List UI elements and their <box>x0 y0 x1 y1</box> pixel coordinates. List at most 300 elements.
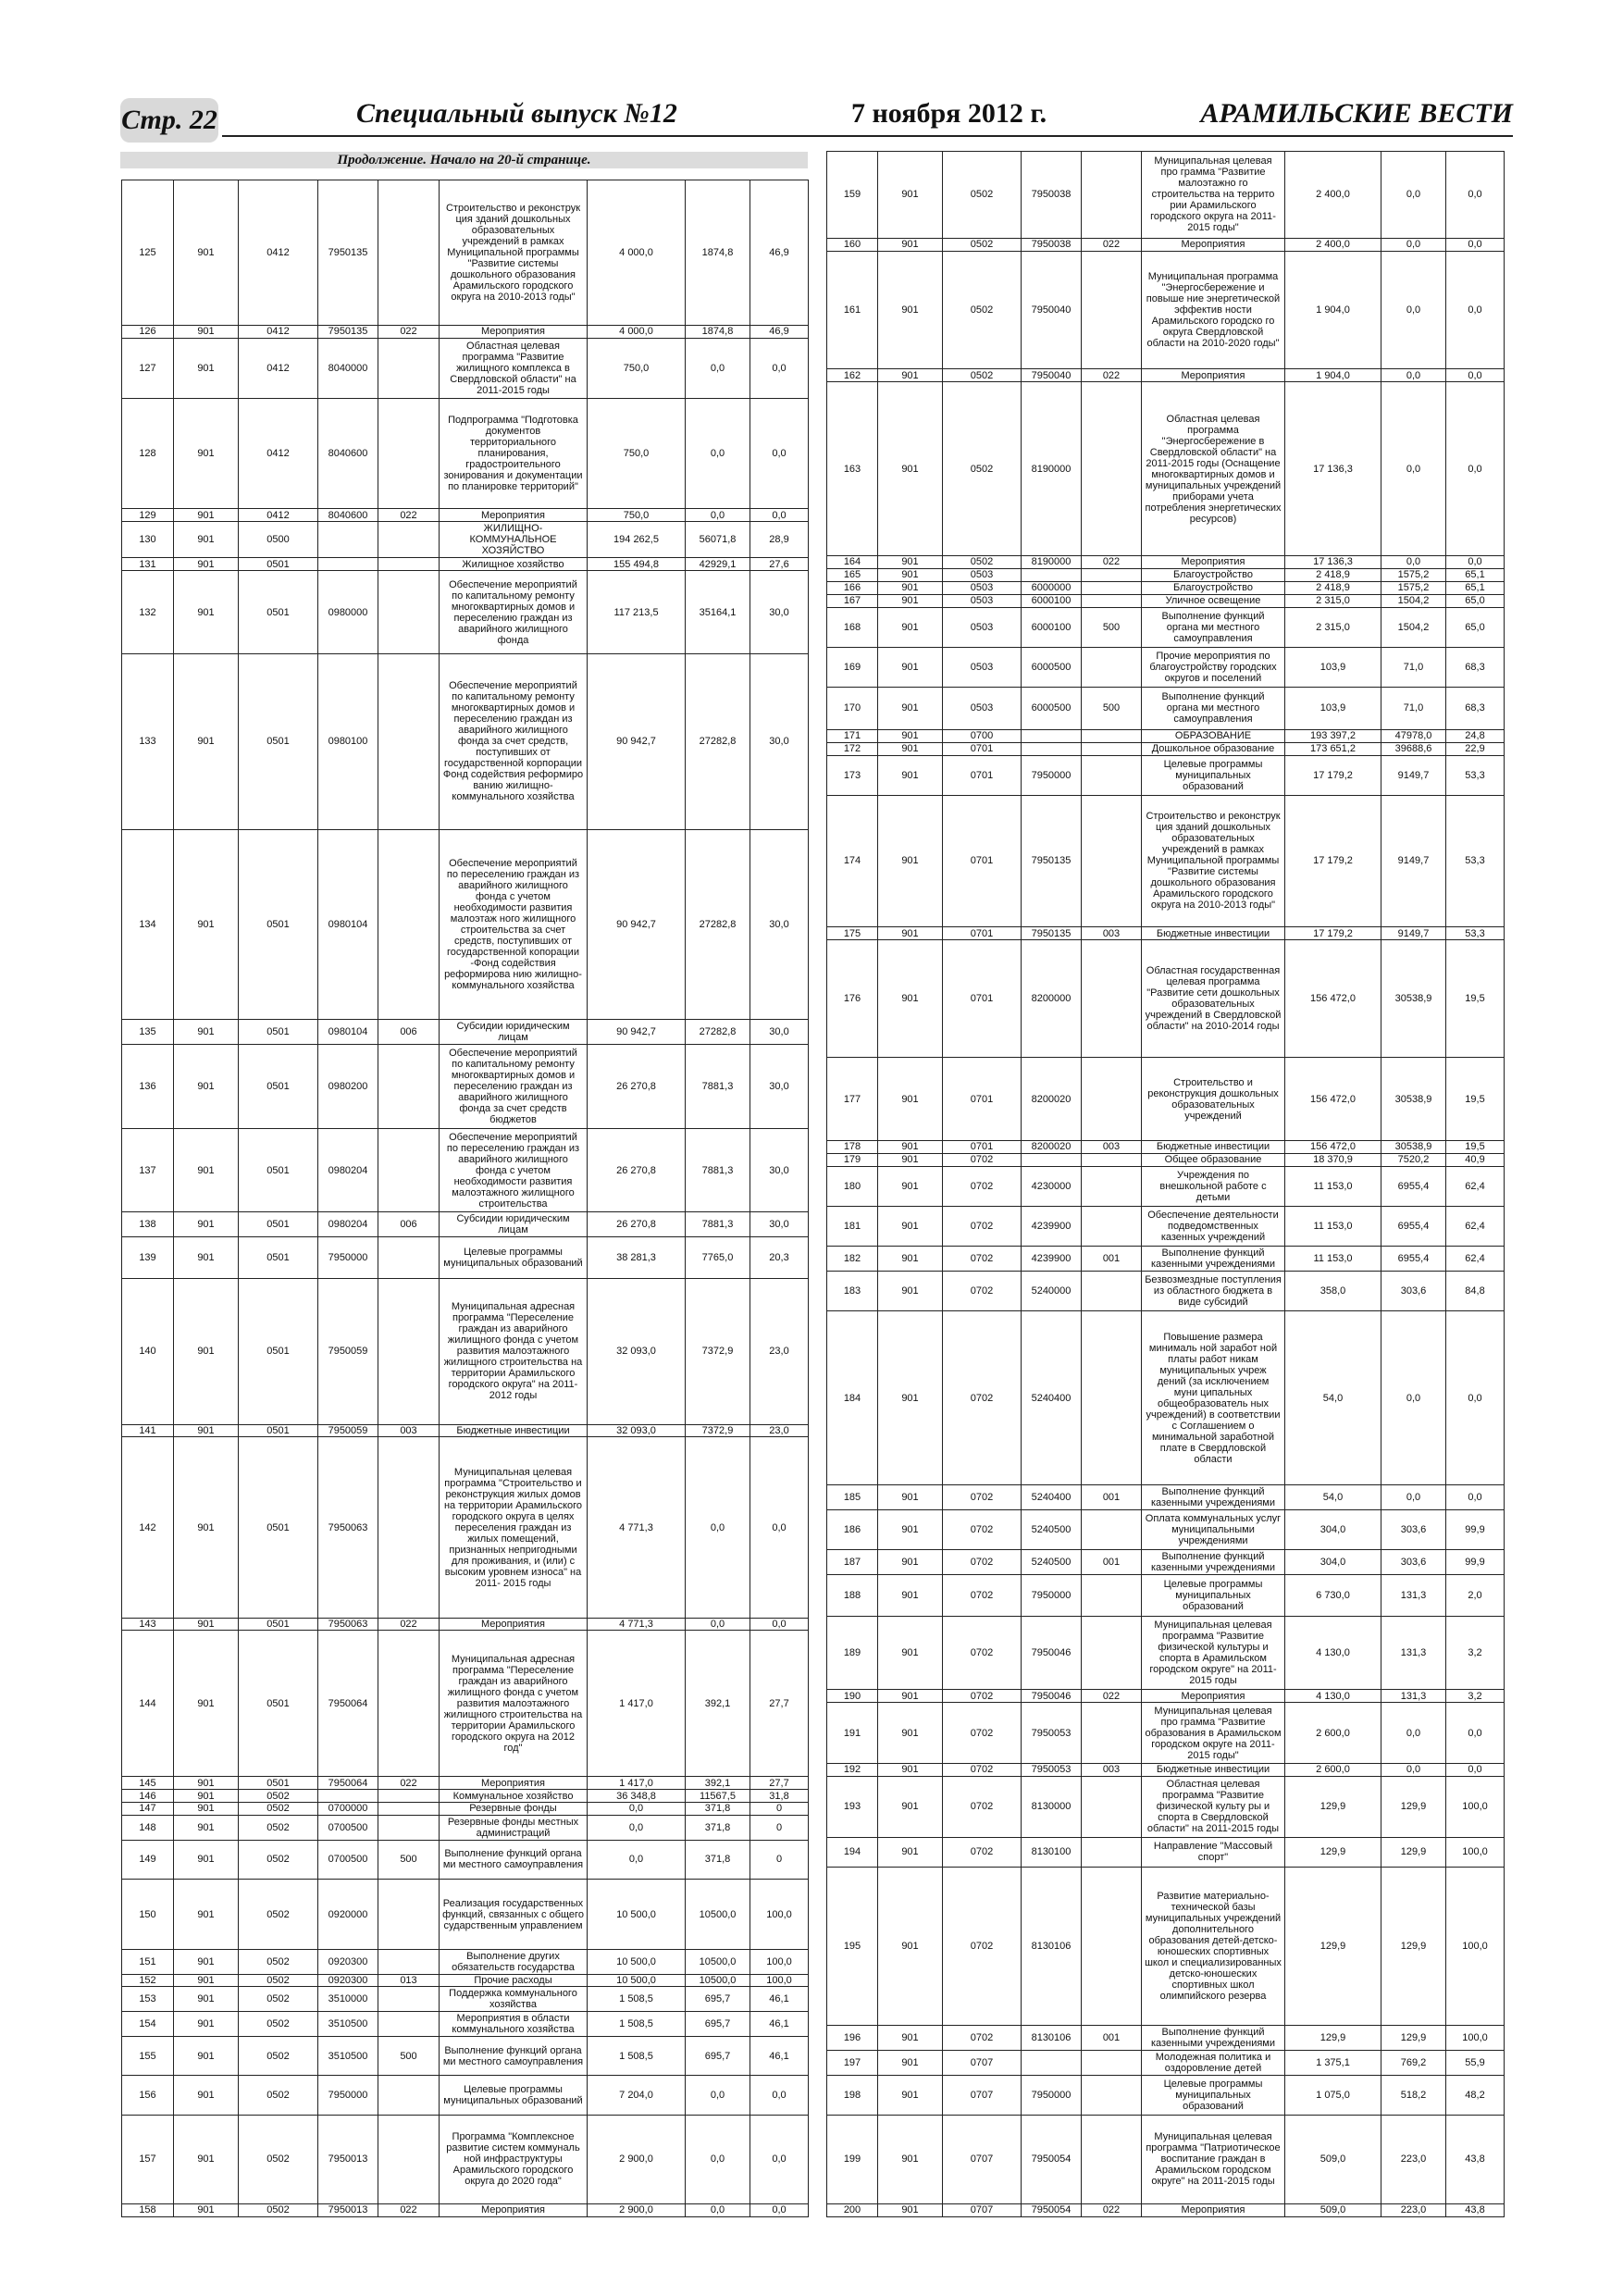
department-code-cell: 901 <box>174 1237 239 1279</box>
target-article-code-cell: 0920000 <box>318 1880 378 1950</box>
expense-type-code-cell <box>378 558 440 571</box>
section-code-cell: 0503 <box>943 648 1022 688</box>
row-number-cell: 152 <box>122 1974 174 1987</box>
table-row <box>827 2075 1505 2115</box>
execution-percent-cell: 100,0 <box>1446 2025 1505 2050</box>
target-article-code-cell: 7950054 <box>1022 2115 1082 2203</box>
section-code-cell: 0501 <box>239 1424 318 1437</box>
executed-amount-cell: 7881,3 <box>686 1128 750 1212</box>
section-code-cell: 0702 <box>943 1575 1022 1617</box>
planned-amount-cell: 1 904,0 <box>1285 369 1381 382</box>
target-article-code-cell: 7950063 <box>318 1618 378 1631</box>
section-code-cell: 0702 <box>943 1868 1022 2025</box>
section-code-cell: 0412 <box>239 180 318 326</box>
planned-amount-cell: 26 270,8 <box>588 1212 686 1237</box>
expense-name-cell: Областная государственная целевая программа "Развитие сети дошкольных образовательных учреждений в Свердловской области" на 2010-2014 годы <box>1142 940 1285 1058</box>
table-row <box>827 1058 1505 1141</box>
expense-name-cell: Мероприятия <box>1142 1690 1285 1703</box>
execution-percent-cell: 48,2 <box>1446 2075 1505 2115</box>
executed-amount-cell: 1504,2 <box>1381 594 1446 607</box>
section-code-cell: 0702 <box>943 1153 1022 1166</box>
table-row <box>827 927 1505 940</box>
expense-type-code-cell <box>378 338 440 398</box>
expense-name-cell: Учреждения по внешкольной работе с детьми <box>1142 1166 1285 1206</box>
expense-type-code-cell <box>1082 581 1142 594</box>
row-number-cell: 184 <box>827 1311 878 1485</box>
target-article-code-cell: 0980100 <box>318 653 378 829</box>
expense-name-cell: Целевые программы муниципальных образований <box>440 1237 588 1279</box>
row-number-cell: 126 <box>122 325 174 338</box>
table-row <box>827 607 1505 647</box>
executed-amount-cell: 0,0 <box>1381 1485 1446 1510</box>
row-number-cell: 132 <box>122 571 174 654</box>
table-row <box>827 1509 1505 1549</box>
planned-amount-cell: 90 942,7 <box>588 1020 686 1045</box>
execution-percent-cell: 22,9 <box>1446 742 1505 755</box>
executed-amount-cell: 129,9 <box>1381 1868 1446 2025</box>
executed-amount-cell: 6955,4 <box>1381 1166 1446 1206</box>
executed-amount-cell: 303,6 <box>1381 1272 1446 1311</box>
department-code-cell: 901 <box>174 2203 239 2216</box>
executed-amount-cell: 30538,9 <box>1381 1058 1446 1141</box>
department-code-cell: 901 <box>878 1207 943 1247</box>
table-row <box>122 521 809 557</box>
expense-type-code-cell: 022 <box>378 2203 440 2216</box>
execution-percent-cell: 23,0 <box>750 1424 809 1437</box>
expense-name-cell: Обеспечение мероприятий по переселению граждан из аварийного жилищного фонда с учетом необходимости развития малоэтаж ного жилищного строительства за счет средств, поступивших от государственной копорации -Фонд содействия реформирова нию жилищно-коммунального хозяйства <box>440 829 588 1020</box>
row-number-cell: 142 <box>122 1437 174 1618</box>
planned-amount-cell: 54,0 <box>1285 1311 1381 1485</box>
execution-percent-cell: 0 <box>750 1840 809 1880</box>
expense-name-cell: Выполнение функций казенными учреждениями <box>1142 2025 1285 2050</box>
section-code-cell: 0502 <box>239 2036 318 2076</box>
planned-amount-cell: 26 270,8 <box>588 1128 686 1212</box>
target-article-code-cell <box>1022 1153 1082 1166</box>
execution-percent-cell: 0 <box>750 1815 809 1840</box>
execution-percent-cell: 27,7 <box>750 1631 809 1777</box>
planned-amount-cell: 17 179,2 <box>1285 755 1381 795</box>
table-row <box>827 755 1505 795</box>
planned-amount-cell: 129,9 <box>1285 1837 1381 1867</box>
section-code-cell: 0502 <box>239 1790 318 1803</box>
expense-type-code-cell <box>378 2115 440 2203</box>
row-number-cell: 143 <box>122 1618 174 1631</box>
section-code-cell: 0502 <box>239 1974 318 1987</box>
planned-amount-cell: 2 418,9 <box>1285 568 1381 581</box>
expense-type-code-cell <box>378 1803 440 1816</box>
executed-amount-cell: 71,0 <box>1381 648 1446 688</box>
expense-type-code-cell <box>1082 2115 1142 2203</box>
target-article-code-cell: 7950135 <box>318 325 378 338</box>
execution-percent-cell: 100,0 <box>1446 1868 1505 2025</box>
planned-amount-cell: 2 315,0 <box>1285 607 1381 647</box>
table-row <box>827 1311 1505 1485</box>
target-article-code-cell: 6000000 <box>1022 581 1082 594</box>
expense-name-cell: Строительство и реконструкция дошкольных образовательных учреждений <box>1142 1058 1285 1141</box>
execution-percent-cell: 30,0 <box>750 1045 809 1129</box>
table-row <box>827 1140 1505 1153</box>
execution-percent-cell: 65,0 <box>1446 607 1505 647</box>
planned-amount-cell: 1 075,0 <box>1285 2075 1381 2115</box>
expense-type-code-cell <box>1082 1311 1142 1485</box>
executed-amount-cell: 35164,1 <box>686 571 750 654</box>
section-code-cell: 0701 <box>943 940 1022 1058</box>
execution-percent-cell: 100,0 <box>750 1974 809 1987</box>
expense-type-code-cell: 022 <box>1082 555 1142 568</box>
department-code-cell: 901 <box>878 2115 943 2203</box>
expense-name-cell: Мероприятия <box>1142 369 1285 382</box>
planned-amount-cell: 2 315,0 <box>1285 594 1381 607</box>
table-row <box>827 1868 1505 2025</box>
planned-amount-cell: 36 348,8 <box>588 1790 686 1803</box>
department-code-cell: 901 <box>878 568 943 581</box>
section-code-cell: 0412 <box>239 398 318 508</box>
executed-amount-cell: 129,9 <box>1381 2025 1446 2050</box>
expense-type-code-cell <box>378 1045 440 1129</box>
target-article-code-cell: 7950040 <box>1022 251 1082 368</box>
planned-amount-cell: 32 093,0 <box>588 1424 686 1437</box>
expense-type-code-cell: 022 <box>378 1618 440 1631</box>
expense-type-code-cell <box>1082 1575 1142 1617</box>
executed-amount-cell: 1575,2 <box>1381 581 1446 594</box>
executed-amount-cell: 129,9 <box>1381 1837 1446 1867</box>
section-code-cell: 0501 <box>239 1237 318 1279</box>
execution-percent-cell: 3,2 <box>1446 1690 1505 1703</box>
execution-percent-cell: 43,8 <box>1446 2203 1505 2216</box>
target-article-code-cell: 7950000 <box>1022 1575 1082 1617</box>
section-code-cell: 0702 <box>943 1166 1022 1206</box>
department-code-cell: 901 <box>878 1776 943 1837</box>
execution-percent-cell: 0,0 <box>1446 382 1505 556</box>
execution-percent-cell: 20,3 <box>750 1237 809 1279</box>
section-code-cell: 0501 <box>239 829 318 1020</box>
section-code-cell: 0702 <box>943 1272 1022 1311</box>
table-row <box>827 648 1505 688</box>
newspaper-name: АРАМИЛЬСКИЕ ВЕСТИ <box>1200 98 1513 129</box>
expense-name-cell: Обеспечение мероприятий по капитальному ремонту многоквартирных домов и переселению граждан из аварийного жилищного фонда за счет средств бюджетов <box>440 1045 588 1129</box>
row-number-cell: 196 <box>827 2025 878 2050</box>
table-row <box>122 2115 809 2203</box>
row-number-cell: 197 <box>827 2050 878 2075</box>
row-number-cell: 139 <box>122 1237 174 1279</box>
table-row <box>827 1763 1505 1776</box>
department-code-cell: 901 <box>878 1509 943 1549</box>
planned-amount-cell: 0,0 <box>588 1803 686 1816</box>
table-row <box>122 1618 809 1631</box>
target-article-code-cell: 5240000 <box>1022 1272 1082 1311</box>
target-article-code-cell: 7950046 <box>1022 1690 1082 1703</box>
execution-percent-cell: 65,0 <box>1446 594 1505 607</box>
section-code-cell: 0701 <box>943 795 1022 926</box>
expense-type-code-cell <box>378 2076 440 2116</box>
table-row <box>827 251 1505 368</box>
expense-type-code-cell <box>378 571 440 654</box>
target-article-code-cell: 6000100 <box>1022 594 1082 607</box>
table-row <box>827 1617 1505 1690</box>
row-number-cell: 164 <box>827 555 878 568</box>
execution-percent-cell: 24,8 <box>1446 729 1505 742</box>
execution-percent-cell: 68,3 <box>1446 688 1505 729</box>
execution-percent-cell: 46,1 <box>750 2012 809 2037</box>
target-article-code-cell: 7950059 <box>318 1278 378 1424</box>
section-code-cell: 0501 <box>239 1631 318 1777</box>
expense-name-cell: Прочие мероприятия по благоустройству городских округов и поселений <box>1142 648 1285 688</box>
expense-type-code-cell: 001 <box>1082 1485 1142 1510</box>
row-number-cell: 144 <box>122 1631 174 1777</box>
executed-amount-cell: 9149,7 <box>1381 755 1446 795</box>
table-row <box>827 729 1505 742</box>
issue-date: 7 ноября 2012 г. <box>851 98 1047 129</box>
execution-percent-cell: 0,0 <box>750 2203 809 2216</box>
expense-name-cell: Муниципальная целевая программа "Патриотическое воспитание граждан в Арамильском городском округе" на 2011-2015 годы <box>1142 2115 1285 2203</box>
planned-amount-cell: 156 472,0 <box>1285 1140 1381 1153</box>
target-article-code-cell: 7950135 <box>1022 927 1082 940</box>
table-row <box>827 555 1505 568</box>
expense-name-cell: Выполнение функций казенными учреждениями <box>1142 1485 1285 1510</box>
row-number-cell: 133 <box>122 653 174 829</box>
target-article-code-cell: 8040600 <box>318 509 378 522</box>
target-article-code-cell: 3510500 <box>318 2036 378 2076</box>
row-number-cell: 200 <box>827 2203 878 2216</box>
target-article-code-cell: 7950064 <box>318 1777 378 1790</box>
execution-percent-cell: 0,0 <box>1446 238 1505 251</box>
target-article-code-cell <box>1022 2050 1082 2075</box>
row-number-cell: 158 <box>122 2203 174 2216</box>
section-code-cell: 0701 <box>943 742 1022 755</box>
execution-percent-cell: 30,0 <box>750 1020 809 1045</box>
row-number-cell: 136 <box>122 1045 174 1129</box>
expense-name-cell: Уличное освещение <box>1142 594 1285 607</box>
execution-percent-cell: 19,5 <box>1446 940 1505 1058</box>
department-code-cell: 901 <box>878 1140 943 1153</box>
row-number-cell: 178 <box>827 1140 878 1153</box>
expense-name-cell: Развитие материально-технической базы муниципальных учреждений дополнительного образования детей-детско-юношеских спортивных школ и специализированных детско-юношеских спортивных школ олимпийского резерва <box>1142 1868 1285 2025</box>
planned-amount-cell: 11 153,0 <box>1285 1207 1381 1247</box>
planned-amount-cell: 304,0 <box>1285 1509 1381 1549</box>
execution-percent-cell: 2,0 <box>1446 1575 1505 1617</box>
expense-type-code-cell <box>378 1631 440 1777</box>
department-code-cell: 901 <box>174 2076 239 2116</box>
planned-amount-cell: 10 500,0 <box>588 1949 686 1974</box>
expense-name-cell: Строительство и реконструк ция зданий дошкольных образовательных учреждений в рамках Муниципальной программы "Развитие системы дошкольного образования Арамильского городского округа на 2010-2013 годы" <box>1142 795 1285 926</box>
target-article-code-cell: 5240400 <box>1022 1311 1082 1485</box>
table-row <box>827 1247 1505 1272</box>
table-row <box>827 382 1505 556</box>
target-article-code-cell: 0920300 <box>318 1974 378 1987</box>
expense-type-code-cell: 022 <box>1082 2203 1142 2216</box>
section-code-cell: 0501 <box>239 653 318 829</box>
planned-amount-cell: 32 093,0 <box>588 1278 686 1424</box>
execution-percent-cell: 23,0 <box>750 1278 809 1424</box>
expense-type-code-cell <box>1082 1272 1142 1311</box>
table-row <box>122 325 809 338</box>
target-article-code-cell: 8040000 <box>318 338 378 398</box>
expense-name-cell: Направление "Массовый спорт" <box>1142 1837 1285 1867</box>
table-row <box>122 398 809 508</box>
execution-percent-cell: 0,0 <box>1446 555 1505 568</box>
execution-percent-cell: 100,0 <box>1446 1837 1505 1867</box>
issue-title: Специальный выпуск №12 <box>356 98 677 129</box>
target-article-code-cell: 6000100 <box>1022 607 1082 647</box>
expense-type-code-cell <box>378 1949 440 1974</box>
execution-percent-cell: 28,9 <box>750 521 809 557</box>
expense-type-code-cell: 006 <box>378 1020 440 1045</box>
execution-percent-cell: 100,0 <box>750 1880 809 1950</box>
planned-amount-cell: 2 900,0 <box>588 2115 686 2203</box>
executed-amount-cell: 0,0 <box>1381 369 1446 382</box>
target-article-code-cell: 5240500 <box>1022 1550 1082 1575</box>
target-article-code-cell: 7950046 <box>1022 1617 1082 1690</box>
planned-amount-cell: 750,0 <box>588 338 686 398</box>
expense-name-cell: Мероприятия <box>440 509 588 522</box>
planned-amount-cell: 509,0 <box>1285 2203 1381 2216</box>
section-code-cell: 0501 <box>239 1128 318 1212</box>
department-code-cell: 901 <box>174 1278 239 1424</box>
expense-name-cell: Обеспечение мероприятий по переселению граждан из аварийного жилищного фонда с учетом необходимости развития малоэтажного жилищного строительства <box>440 1128 588 1212</box>
target-article-code-cell <box>318 1790 378 1803</box>
executed-amount-cell: 56071,8 <box>686 521 750 557</box>
expense-name-cell: Поддержка коммунального хозяйства <box>440 1987 588 2012</box>
row-number-cell: 154 <box>122 2012 174 2037</box>
expense-name-cell: Выполнение других обязательств государства <box>440 1949 588 1974</box>
executed-amount-cell: 223,0 <box>1381 2203 1446 2216</box>
row-number-cell: 186 <box>827 1509 878 1549</box>
execution-percent-cell: 19,5 <box>1446 1140 1505 1153</box>
table-row <box>827 152 1505 239</box>
section-code-cell: 0702 <box>943 2025 1022 2050</box>
expense-name-cell: Областная целевая программа "Развитие физической культу ры и спорта в Свердловской области" на 2011-2015 годы <box>1142 1776 1285 1837</box>
planned-amount-cell: 750,0 <box>588 398 686 508</box>
table-row <box>827 2025 1505 2050</box>
planned-amount-cell: 17 179,2 <box>1285 795 1381 926</box>
executed-amount-cell: 371,8 <box>686 1803 750 1816</box>
table-row <box>122 1437 809 1618</box>
execution-percent-cell: 100,0 <box>1446 1776 1505 1837</box>
expense-name-cell: Благоустройство <box>1142 581 1285 594</box>
department-code-cell: 901 <box>878 1703 943 1764</box>
executed-amount-cell: 223,0 <box>1381 2115 1446 2203</box>
table-row <box>122 2203 809 2216</box>
table-row <box>827 369 1505 382</box>
department-code-cell: 901 <box>174 1424 239 1437</box>
execution-percent-cell: 30,0 <box>750 1128 809 1212</box>
budget-table-right <box>826 151 1505 2217</box>
section-code-cell: 0502 <box>943 251 1022 368</box>
department-code-cell: 901 <box>878 1166 943 1206</box>
row-number-cell: 134 <box>122 829 174 1020</box>
department-code-cell: 901 <box>878 688 943 729</box>
planned-amount-cell: 1 417,0 <box>588 1777 686 1790</box>
target-article-code-cell: 0920300 <box>318 1949 378 1974</box>
department-code-cell: 901 <box>878 1837 943 1867</box>
expense-name-cell: Выполнение функций органа ми местного самоуправления <box>440 1840 588 1880</box>
execution-percent-cell: 27,7 <box>750 1777 809 1790</box>
target-article-code-cell: 7950054 <box>1022 2203 1082 2216</box>
execution-percent-cell: 0,0 <box>750 509 809 522</box>
section-code-cell: 0702 <box>943 1509 1022 1549</box>
table-row <box>827 1550 1505 1575</box>
section-code-cell: 0501 <box>239 1278 318 1424</box>
executed-amount-cell: 6955,4 <box>1381 1247 1446 1272</box>
row-number-cell: 175 <box>827 927 878 940</box>
planned-amount-cell: 0,0 <box>588 1815 686 1840</box>
planned-amount-cell: 38 281,3 <box>588 1237 686 1279</box>
expense-name-cell: Целевые программы муниципальных образований <box>1142 1575 1285 1617</box>
target-article-code-cell: 7950000 <box>1022 2075 1082 2115</box>
execution-percent-cell: 31,8 <box>750 1790 809 1803</box>
planned-amount-cell: 10 500,0 <box>588 1974 686 1987</box>
department-code-cell: 901 <box>174 1803 239 1816</box>
expense-type-code-cell: 001 <box>1082 1550 1142 1575</box>
table-row <box>122 829 809 1020</box>
execution-percent-cell: 0,0 <box>1446 1703 1505 1764</box>
planned-amount-cell: 103,9 <box>1285 648 1381 688</box>
row-number-cell: 145 <box>122 1777 174 1790</box>
table-row <box>827 1575 1505 1617</box>
executed-amount-cell: 392,1 <box>686 1777 750 1790</box>
department-code-cell: 901 <box>174 509 239 522</box>
table-row <box>122 1790 809 1803</box>
budget-table-left <box>121 180 809 2217</box>
section-code-cell: 0501 <box>239 1020 318 1045</box>
executed-amount-cell: 131,3 <box>1381 1690 1446 1703</box>
target-article-code-cell: 5240500 <box>1022 1509 1082 1549</box>
department-code-cell: 901 <box>174 521 239 557</box>
expense-type-code-cell <box>378 829 440 1020</box>
section-code-cell: 0702 <box>943 1207 1022 1247</box>
executed-amount-cell: 0,0 <box>686 338 750 398</box>
expense-type-code-cell <box>1082 594 1142 607</box>
department-code-cell: 901 <box>878 152 943 239</box>
expense-name-cell: Общее образование <box>1142 1153 1285 1166</box>
expense-type-code-cell <box>1082 2075 1142 2115</box>
target-article-code-cell: 8130100 <box>1022 1837 1082 1867</box>
expense-type-code-cell <box>1082 1153 1142 1166</box>
expense-type-code-cell <box>378 521 440 557</box>
planned-amount-cell: 4 771,3 <box>588 1618 686 1631</box>
expense-name-cell: Бюджетные инвестиции <box>1142 927 1285 940</box>
section-code-cell: 0502 <box>943 382 1022 556</box>
expense-name-cell: Оплата коммунальных услуг муниципальными учреждениями <box>1142 1509 1285 1549</box>
expense-type-code-cell: 003 <box>1082 1140 1142 1153</box>
section-code-cell: 0503 <box>943 688 1022 729</box>
section-code-cell: 0502 <box>239 2012 318 2037</box>
executed-amount-cell: 695,7 <box>686 1987 750 2012</box>
table-row <box>122 1237 809 1279</box>
department-code-cell: 901 <box>878 607 943 647</box>
expense-type-code-cell <box>378 180 440 326</box>
execution-percent-cell: 19,5 <box>1446 1058 1505 1141</box>
table-row <box>122 1424 809 1437</box>
row-number-cell: 161 <box>827 251 878 368</box>
row-number-cell: 183 <box>827 1272 878 1311</box>
expense-name-cell: Субсидии юридическим лицам <box>440 1020 588 1045</box>
department-code-cell: 901 <box>878 2075 943 2115</box>
planned-amount-cell: 4 000,0 <box>588 325 686 338</box>
page-header <box>120 93 1513 148</box>
department-code-cell: 901 <box>878 581 943 594</box>
expense-name-cell: Выполнение функций казенными учреждениями <box>1142 1550 1285 1575</box>
target-article-code-cell: 7950013 <box>318 2203 378 2216</box>
planned-amount-cell: 304,0 <box>1285 1550 1381 1575</box>
department-code-cell: 901 <box>878 1485 943 1510</box>
target-article-code-cell <box>318 558 378 571</box>
expense-name-cell: Бюджетные инвестиции <box>1142 1140 1285 1153</box>
department-code-cell: 901 <box>174 1618 239 1631</box>
target-article-code-cell: 7950059 <box>318 1424 378 1437</box>
section-code-cell: 0701 <box>943 927 1022 940</box>
row-number-cell: 199 <box>827 2115 878 2203</box>
